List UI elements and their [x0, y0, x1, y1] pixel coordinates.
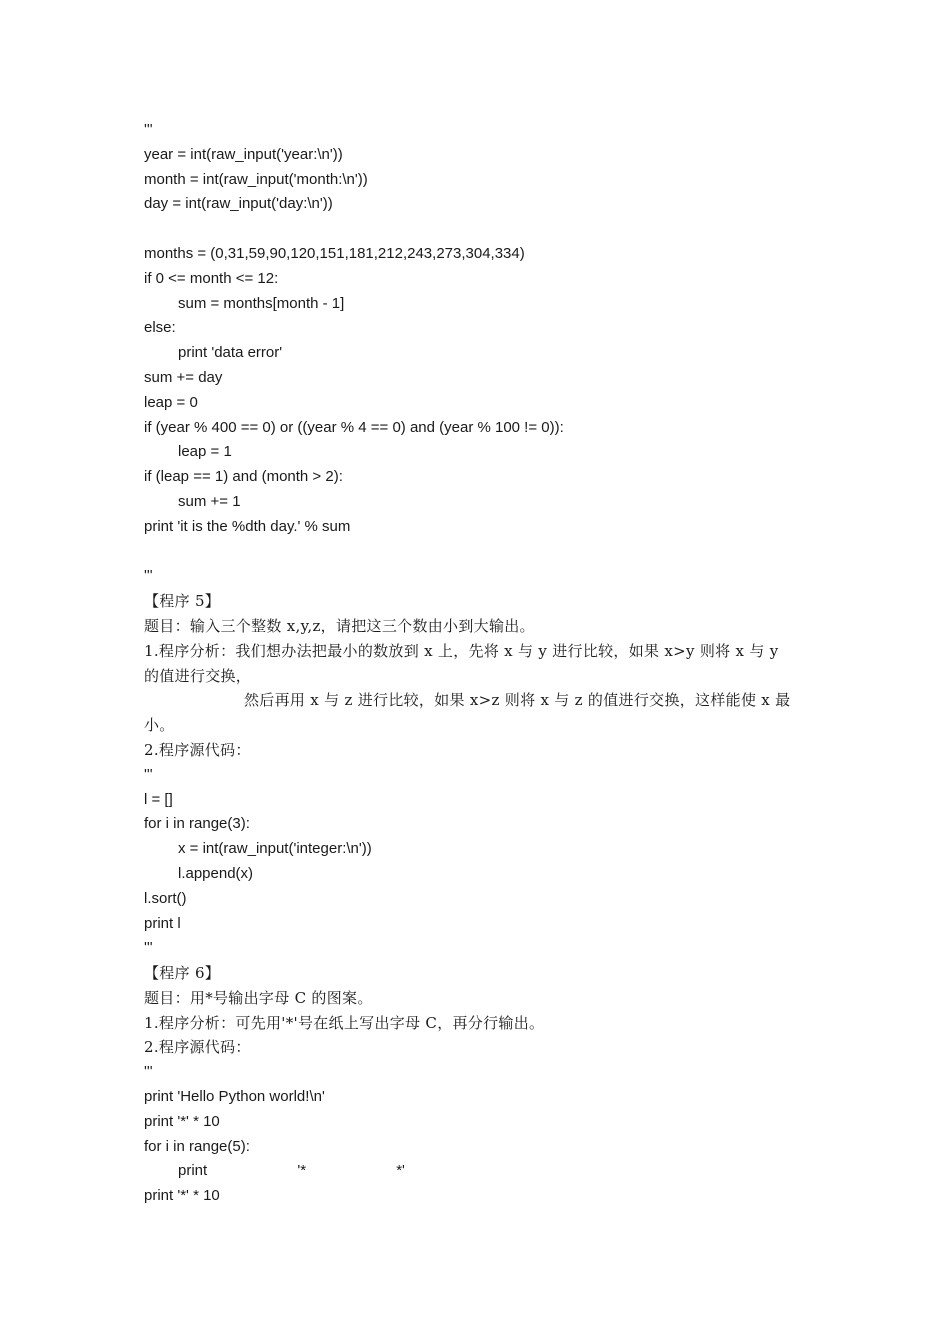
code-line: print l [144, 914, 181, 932]
code-line: ''' [144, 939, 153, 957]
text-line: 的值进行交换， [144, 666, 252, 685]
text-line: 题目：输入三个整数 x,y,z，请把这三个数由小到大输出。 [144, 616, 535, 635]
text-line: 小。 [144, 716, 175, 735]
code-line: print 'Hello Python world!\n' [144, 1088, 325, 1106]
text-line: 题目：用*号输出字母 C 的图案。 [144, 988, 373, 1007]
code-line: l.append(x) [178, 864, 254, 882]
code-line: print 'it is the %dth day.' % sum [144, 517, 351, 535]
text-line: 然后再用 x 与 z 进行比较，如果 x>z 则将 x 与 z 的值进行交换，这样能使 x 最 [244, 691, 791, 710]
code-line: else: [144, 319, 176, 337]
code-line: sum += 1 [178, 492, 241, 510]
code-line: ''' [144, 567, 153, 585]
code-line: x = int(raw_input('integer:\n')) [178, 840, 372, 858]
code-line: ''' [144, 765, 153, 783]
section-heading: 【程序 6】 [144, 964, 221, 983]
text-line: 1.程序分析：我们想办法把最小的数放到 x 上，先将 x 与 y 进行比较，如果 x>y 则将 x 与 y [144, 641, 779, 660]
code-line: if (year % 400 == 0) or ((year % 4 == 0) and (year % 100 != 0)): [144, 418, 564, 436]
code-line: ''' [144, 1063, 153, 1081]
code-line: for i in range(5): [144, 1137, 250, 1155]
blank-line [144, 540, 814, 565]
code-line: for i in range(3): [144, 815, 250, 833]
code-line: leap = 0 [144, 393, 198, 411]
code-line: day = int(raw_input('day:\n')) [144, 195, 333, 213]
code-line: months = (0,31,59,90,120,151,181,212,243,273,304,334) [144, 244, 525, 262]
text-line: 2.程序源代码： [144, 740, 251, 759]
code-line: print '*' * 10 [144, 1187, 220, 1205]
text-line: 1.程序分析：可先用'*'号在纸上写出字母 C，再分行输出。 [144, 1013, 545, 1032]
text-line: 2.程序源代码： [144, 1038, 251, 1057]
code-line: sum = months[month - 1] [178, 294, 345, 312]
code-line: print '* *' [178, 1162, 405, 1180]
code-line: l.sort() [144, 889, 187, 907]
code-line: if (leap == 1) and (month > 2): [144, 468, 343, 486]
code-line: year = int(raw_input('year:\n')) [144, 145, 343, 163]
code-line: leap = 1 [178, 443, 232, 461]
document-body [144, 118, 814, 1209]
code-line: print '*' * 10 [144, 1112, 220, 1130]
code-line: print 'data error' [178, 344, 283, 362]
code-line: sum += day [144, 368, 223, 386]
code-line: if 0 <= month <= 12: [144, 269, 279, 287]
code-line: l = [] [144, 790, 173, 808]
section-heading: 【程序 5】 [144, 592, 221, 611]
blank-line [144, 217, 814, 242]
code-line: month = int(raw_input('month:\n')) [144, 170, 368, 188]
code-line: ''' [144, 121, 153, 138]
